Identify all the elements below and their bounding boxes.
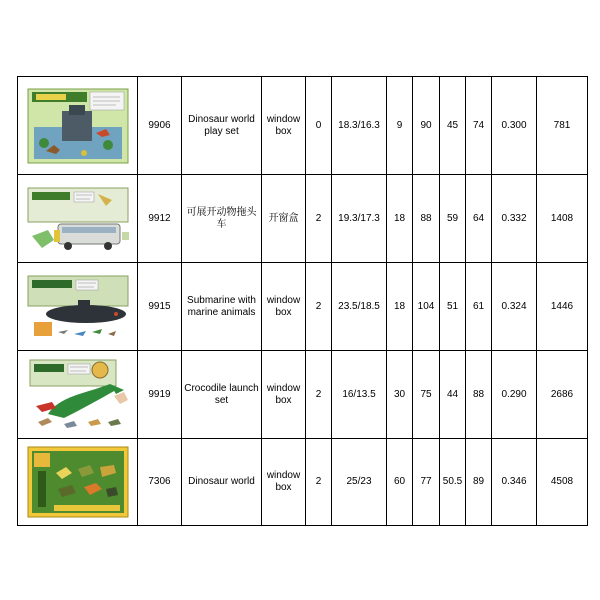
- height: 74: [466, 77, 492, 175]
- quantity: 2: [306, 351, 332, 439]
- packing-type: window box: [262, 351, 306, 439]
- item-number: 7306: [138, 439, 182, 526]
- table-row: [18, 439, 588, 526]
- total: 781: [537, 77, 588, 175]
- total: 1408: [537, 175, 588, 263]
- quantity: 2: [306, 439, 332, 526]
- quantity: 2: [306, 263, 332, 351]
- quantity: 2: [306, 175, 332, 263]
- table-row: [18, 77, 588, 175]
- packing-type: window box: [262, 263, 306, 351]
- cbm: 0.332: [492, 175, 537, 263]
- table-row: [18, 263, 588, 351]
- total: 4508: [537, 439, 588, 526]
- packing-type: 开窗盒: [262, 175, 306, 263]
- total: 1446: [537, 263, 588, 351]
- pieces: 60: [387, 439, 413, 526]
- width: 50.5: [440, 439, 466, 526]
- product-image-cell: [18, 77, 138, 175]
- item-number: 9919: [138, 351, 182, 439]
- item-description: Crocodile launch set: [182, 351, 262, 439]
- length: 104: [413, 263, 440, 351]
- quantity: 0: [306, 77, 332, 175]
- total: 2686: [537, 351, 588, 439]
- width: 59: [440, 175, 466, 263]
- weight: 18.3/16.3: [332, 77, 387, 175]
- cbm: 0.346: [492, 439, 537, 526]
- item-description: Submarine with marine animals: [182, 263, 262, 351]
- length: 88: [413, 175, 440, 263]
- width: 45: [440, 77, 466, 175]
- item-number: 9915: [138, 263, 182, 351]
- width: 51: [440, 263, 466, 351]
- dinosaur-world-box-photo: [24, 443, 132, 521]
- packing-type: window box: [262, 77, 306, 175]
- height: 64: [466, 175, 492, 263]
- height: 61: [466, 263, 492, 351]
- crocodile-launch-photo: [24, 356, 132, 434]
- product-table: [17, 76, 588, 526]
- cbm: 0.324: [492, 263, 537, 351]
- product-image-cell: [18, 263, 138, 351]
- pieces: 30: [387, 351, 413, 439]
- product-image-cell: [18, 175, 138, 263]
- dinosaur-playset-photo: [24, 87, 132, 165]
- weight: 19.3/17.3: [332, 175, 387, 263]
- pieces: 18: [387, 175, 413, 263]
- item-description: Dinosaur world: [182, 439, 262, 526]
- table-row: [18, 351, 588, 439]
- item-number: 9906: [138, 77, 182, 175]
- pieces: 18: [387, 263, 413, 351]
- item-description: Dinosaur world play set: [182, 77, 262, 175]
- table-row: [18, 175, 588, 263]
- cbm: 0.300: [492, 77, 537, 175]
- cbm: 0.290: [492, 351, 537, 439]
- pieces: 9: [387, 77, 413, 175]
- length: 77: [413, 439, 440, 526]
- weight: 23.5/18.5: [332, 263, 387, 351]
- width: 44: [440, 351, 466, 439]
- weight: 16/13.5: [332, 351, 387, 439]
- height: 88: [466, 351, 492, 439]
- height: 89: [466, 439, 492, 526]
- packing-type: window box: [262, 439, 306, 526]
- animal-transport-bus-photo: [24, 180, 132, 258]
- weight: 25/23: [332, 439, 387, 526]
- length: 75: [413, 351, 440, 439]
- length: 90: [413, 77, 440, 175]
- submarine-marine-photo: [24, 268, 132, 346]
- item-description: 可展开动物拖头车: [182, 175, 262, 263]
- product-image-cell: [18, 351, 138, 439]
- product-image-cell: [18, 439, 138, 526]
- item-number: 9912: [138, 175, 182, 263]
